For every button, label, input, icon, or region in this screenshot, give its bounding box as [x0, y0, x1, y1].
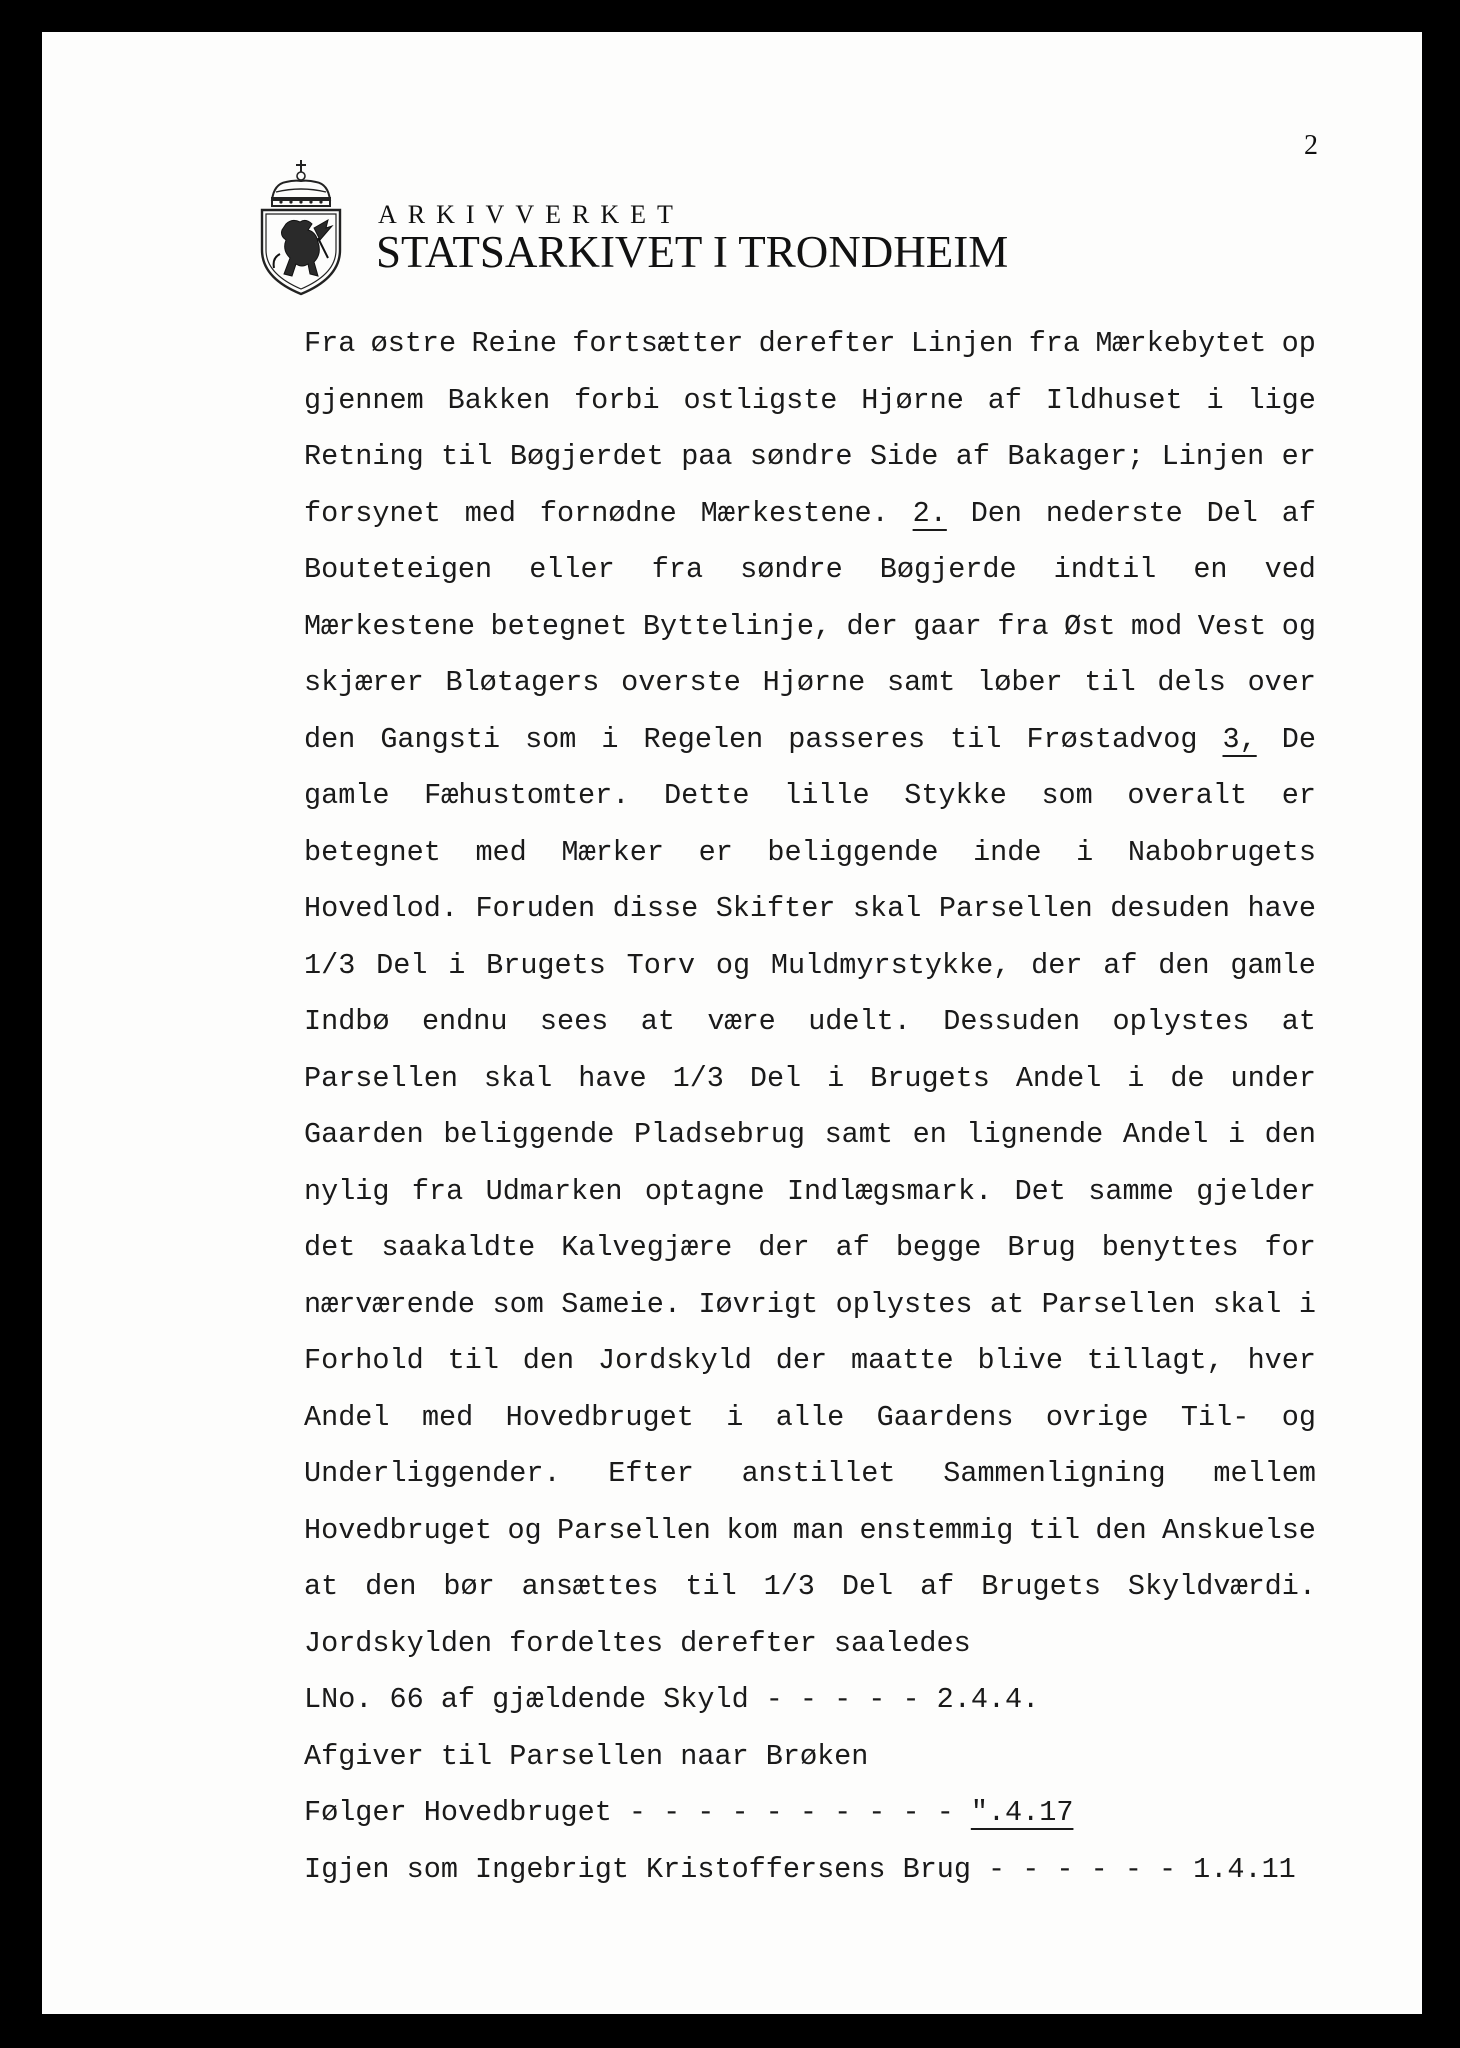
word: der — [846, 609, 898, 643]
word: Parsellen — [938, 892, 1093, 925]
word: Bakken — [447, 383, 551, 417]
word: er — [1281, 440, 1316, 473]
word: til — [685, 1570, 737, 1603]
word: til — [447, 1344, 499, 1377]
word: skal — [852, 892, 922, 925]
word: skal — [1212, 1287, 1282, 1321]
word: optagne — [644, 1174, 765, 1208]
word: Indbø — [304, 1005, 390, 1038]
body-lines — [304, 316, 1316, 1672]
word: passeres — [788, 722, 926, 756]
word: have — [1247, 892, 1316, 925]
word: man — [792, 1513, 845, 1547]
word: Reine — [471, 327, 557, 360]
word: Parsellen — [556, 1513, 711, 1547]
word: Sammenligning — [943, 1457, 1166, 1490]
word: en — [1193, 553, 1228, 586]
word: udelt. — [808, 1005, 911, 1038]
word: Jordskylden — [304, 1626, 493, 1660]
word: maatte — [850, 1344, 954, 1377]
ledger-label: Igjen som Ingebrigt Kristoffersens Brug — [304, 1852, 972, 1886]
word: Mærkestene. — [700, 496, 889, 530]
word: Brugets — [870, 1061, 990, 1095]
word: som — [525, 722, 577, 756]
word: i — [1127, 1061, 1145, 1095]
word: Jordskyld — [597, 1344, 752, 1377]
word: der — [775, 1344, 828, 1377]
word: fortsætter — [572, 327, 744, 360]
word: fra — [997, 609, 1049, 643]
word: Bøgjerde — [879, 553, 1017, 586]
ledger-label: Følger Hovedbruget — [304, 1796, 612, 1829]
word: i — [1227, 1118, 1246, 1151]
word: Dessuden — [943, 1005, 1081, 1038]
word: lille — [784, 779, 870, 812]
word: indtil — [1053, 553, 1157, 586]
word: saaledes — [833, 1626, 971, 1660]
word: Brugets — [981, 1570, 1101, 1603]
word: dels — [1157, 666, 1226, 699]
word: op — [1281, 327, 1316, 360]
text-line — [304, 486, 1316, 543]
ledger-value: 1.4.11 — [1193, 1852, 1296, 1886]
word: Brug — [1007, 1231, 1076, 1264]
word: er — [1281, 779, 1316, 812]
word: beliggende — [767, 835, 939, 869]
text-line — [304, 655, 1316, 712]
word: lige — [1247, 383, 1316, 417]
word: nærværende — [304, 1287, 476, 1321]
page-number: 2 — [1304, 130, 1318, 161]
ledger-dashes: - - - - - - - - - - — [628, 1796, 954, 1829]
word: 1/3 — [672, 1061, 724, 1095]
word: Hovedlod. — [304, 892, 458, 925]
text-line — [304, 1503, 1316, 1560]
word: Linjen — [910, 327, 1014, 360]
document-body — [304, 316, 1316, 1898]
word: Kalvegjære — [561, 1231, 733, 1264]
word: i — [1206, 383, 1224, 417]
word: Brugets — [486, 948, 606, 982]
word: skjærer — [304, 666, 424, 699]
text-line — [304, 1107, 1316, 1164]
text-line — [304, 768, 1316, 825]
word: fra — [1028, 327, 1081, 360]
word: Sameie. — [561, 1287, 681, 1321]
text-line — [304, 1164, 1316, 1221]
word: Linjen — [1161, 440, 1265, 473]
word: Foruden — [475, 892, 596, 925]
word: de — [1170, 1061, 1205, 1095]
word: fra — [411, 1174, 464, 1208]
word: Del — [376, 948, 428, 982]
word: Skifter — [715, 892, 836, 925]
word: kom — [726, 1513, 778, 1547]
word: at — [1281, 1005, 1316, 1038]
word: fornødne — [539, 496, 677, 530]
text-line — [304, 1333, 1316, 1390]
word: skal — [483, 1061, 553, 1095]
text-line — [304, 542, 1316, 599]
word: Mærker — [561, 835, 664, 869]
norwegian-coat-of-arms-icon — [256, 158, 346, 298]
word: betegnet — [304, 835, 441, 869]
word: ved — [1264, 553, 1316, 586]
word: gjelder — [1196, 1174, 1316, 1208]
word: Torv — [626, 948, 696, 982]
word: gamle — [1230, 948, 1316, 982]
word: Parsellen — [1041, 1287, 1196, 1321]
text-line — [304, 1051, 1316, 1108]
word: den — [365, 1570, 417, 1603]
word: Parsellen — [304, 1061, 458, 1095]
word: nederste — [1045, 496, 1183, 530]
text-line — [304, 1390, 1316, 1447]
word: det — [304, 1231, 356, 1264]
word: til — [441, 440, 493, 473]
word: oplystes — [835, 1287, 973, 1321]
word: af — [1281, 496, 1316, 530]
word: lignende — [966, 1118, 1104, 1151]
text-line — [304, 429, 1316, 486]
word: Iøvrigt — [698, 1287, 819, 1321]
word: løber — [977, 666, 1063, 699]
word: den — [1264, 1118, 1316, 1151]
word: Bakager; — [1007, 440, 1145, 473]
word: De — [1281, 722, 1316, 756]
word: Den — [970, 496, 1023, 530]
word: under — [1230, 1061, 1316, 1095]
word: den — [1158, 948, 1210, 982]
word: Skyldværdi. — [1127, 1570, 1316, 1603]
word: gjennem — [304, 383, 424, 417]
word: er — [698, 835, 733, 869]
word: Gaarden — [304, 1118, 424, 1151]
word: mellem — [1213, 1457, 1316, 1490]
word: Del — [1206, 496, 1258, 530]
word: Del — [749, 1061, 802, 1095]
word: en — [912, 1118, 947, 1151]
ledger-row — [304, 1672, 1316, 1729]
word: Frøstadvog — [1026, 722, 1198, 756]
word: Andel — [1122, 1118, 1209, 1151]
word: Nabobrugets — [1127, 835, 1316, 869]
word: der — [758, 1231, 810, 1264]
word: i — [1298, 1287, 1316, 1321]
word: ansættes — [521, 1570, 659, 1603]
ledger-value: ".4.17 — [970, 1796, 1074, 1829]
word: og — [1281, 1400, 1316, 1434]
word: Ildhuset — [1045, 383, 1183, 417]
word: derefter — [758, 327, 896, 360]
text-line — [304, 316, 1316, 373]
text-line — [304, 1559, 1316, 1616]
word: Til- — [1180, 1400, 1250, 1434]
word: 1/3 — [304, 948, 356, 982]
ledger-row — [304, 1785, 1316, 1842]
text-line — [304, 373, 1316, 430]
word: den — [1095, 1513, 1147, 1547]
word: betegnet — [490, 609, 628, 643]
org-name-small: ARKIVVERKET — [378, 200, 684, 229]
word: inde — [973, 835, 1042, 869]
word: endnu — [421, 1005, 508, 1038]
word: østre — [370, 327, 457, 360]
word: Bøgjerdet — [509, 440, 664, 473]
word: alle — [775, 1400, 845, 1434]
word: at — [304, 1570, 339, 1603]
ledger-value: 2.4.4. — [936, 1683, 1040, 1716]
word: forbi — [574, 383, 660, 417]
word: gamle — [304, 779, 390, 812]
word: derefter — [680, 1626, 817, 1660]
text-line — [304, 825, 1316, 882]
word: disse — [612, 892, 699, 925]
word: saakaldte — [381, 1231, 536, 1264]
word: Andel — [304, 1400, 390, 1434]
ledger — [304, 1672, 1316, 1898]
word: 1/3 — [763, 1570, 815, 1603]
word: Del — [841, 1570, 894, 1603]
text-line — [304, 712, 1316, 769]
word: Indlægsmark. — [786, 1174, 993, 1208]
word: med — [421, 1400, 474, 1434]
word: Vest — [1197, 609, 1267, 643]
word: oplystes — [1112, 1005, 1250, 1038]
word: at — [640, 1005, 675, 1038]
word: mod — [1130, 609, 1183, 643]
word: Retning — [304, 440, 424, 473]
word: som — [1041, 779, 1093, 812]
word: Bouteteigen — [304, 553, 493, 586]
word: bør — [443, 1570, 495, 1603]
word: samme — [1088, 1174, 1174, 1208]
word: overalt — [1127, 779, 1248, 812]
word: den — [304, 722, 356, 756]
word: af — [920, 1570, 955, 1603]
text-line — [304, 1446, 1316, 1503]
text-line — [304, 599, 1316, 656]
word: blive — [977, 1344, 1063, 1377]
word: beliggende — [443, 1118, 615, 1151]
document-page — [42, 32, 1422, 2014]
word: Hovedbruget — [505, 1400, 694, 1434]
word: for — [1264, 1231, 1316, 1264]
word: Det — [1014, 1174, 1066, 1208]
word: fra — [651, 553, 704, 586]
word: som — [492, 1287, 544, 1321]
word: Gaardens — [876, 1400, 1014, 1434]
word: den — [522, 1344, 575, 1377]
word: forsynet — [304, 496, 441, 530]
word: tillagt, — [1086, 1344, 1224, 1377]
word: Mærkestene — [304, 609, 476, 643]
word: nylig — [304, 1174, 390, 1208]
word: til — [1028, 1513, 1081, 1547]
word: Anskuelse — [1161, 1513, 1316, 1547]
word: samt — [886, 666, 956, 699]
word: i — [726, 1400, 744, 1434]
word: med — [464, 496, 517, 530]
word: sees — [539, 1005, 609, 1038]
word: over — [1247, 666, 1316, 699]
text-line — [304, 994, 1316, 1051]
word: Fæhustomter. — [424, 779, 630, 812]
text-line — [304, 881, 1316, 938]
word: enstemmig — [859, 1513, 1014, 1547]
word: til — [1084, 666, 1136, 699]
text-line — [304, 938, 1316, 995]
text-line — [304, 1277, 1316, 1334]
word: Muldmyrstykke, — [770, 948, 1011, 982]
ledger-label: Afgiver til Parsellen naar Brøken — [304, 1739, 869, 1773]
word: have — [578, 1061, 647, 1095]
word: søndre — [740, 553, 843, 586]
word: søndre — [749, 440, 853, 473]
word: Hjørne — [861, 383, 964, 417]
word: Dette — [663, 779, 750, 812]
word: Mærkebytet — [1095, 327, 1267, 360]
word: at — [989, 1287, 1025, 1321]
word: og — [507, 1513, 542, 1547]
word: Gangsti — [380, 722, 501, 756]
word: Byttelinje, — [642, 609, 832, 643]
word: i — [448, 948, 466, 982]
word: fordeltes — [509, 1626, 664, 1660]
word: Regelen — [643, 722, 764, 756]
ledger-dashes: - - - - - — [765, 1683, 920, 1716]
word: og — [715, 948, 751, 982]
text-line — [304, 1616, 1316, 1673]
word: hver — [1247, 1344, 1316, 1377]
word: benyttes — [1101, 1231, 1239, 1264]
ledger-row — [304, 1842, 1316, 1899]
word: Udmarken — [485, 1174, 623, 1208]
ledger-dashes: - - - - - - — [988, 1852, 1177, 1886]
word: af — [987, 383, 1022, 417]
ledger-row — [304, 1729, 1316, 1786]
word: Fra — [304, 327, 356, 360]
word: af — [1103, 948, 1138, 982]
word: overste — [621, 666, 741, 699]
word: Bløtagers — [445, 666, 600, 699]
word: der — [1031, 948, 1083, 982]
word: med — [475, 835, 527, 869]
word: Underliggender. — [304, 1457, 561, 1490]
word: i — [827, 1061, 845, 1095]
word: eller — [529, 553, 615, 586]
word: Forhold — [304, 1344, 424, 1377]
word: i — [1076, 835, 1094, 869]
word: Efter — [608, 1457, 694, 1490]
word: anstillet — [741, 1457, 896, 1490]
word: ostligste — [683, 383, 838, 417]
word: af — [835, 1231, 870, 1264]
word: 2. — [912, 496, 947, 530]
word: Pladsebrug — [633, 1118, 805, 1151]
ledger-label: LNo. 66 af gjældende Skyld — [304, 1683, 749, 1716]
word: og — [1281, 609, 1316, 643]
text-line — [304, 1220, 1316, 1277]
word: Stykke — [904, 779, 1007, 812]
word: gaar — [913, 609, 982, 643]
word: paa — [681, 440, 733, 473]
word: begge — [895, 1231, 982, 1264]
word: Hovedbruget — [304, 1513, 493, 1547]
word: ovrige — [1045, 1400, 1149, 1434]
word: Side — [869, 440, 939, 473]
word: af — [955, 440, 990, 473]
word: til — [950, 722, 1002, 756]
org-name-big: STATSARKIVET I TRONDHEIM — [376, 227, 1009, 277]
word: i — [601, 722, 619, 756]
word: være — [707, 1005, 776, 1038]
word: Andel — [1015, 1061, 1102, 1095]
word: desuden — [1110, 892, 1231, 925]
word: Hjørne — [762, 666, 866, 699]
word: samt — [824, 1118, 893, 1151]
word: Øst — [1064, 609, 1116, 643]
word: 3, — [1222, 722, 1257, 756]
